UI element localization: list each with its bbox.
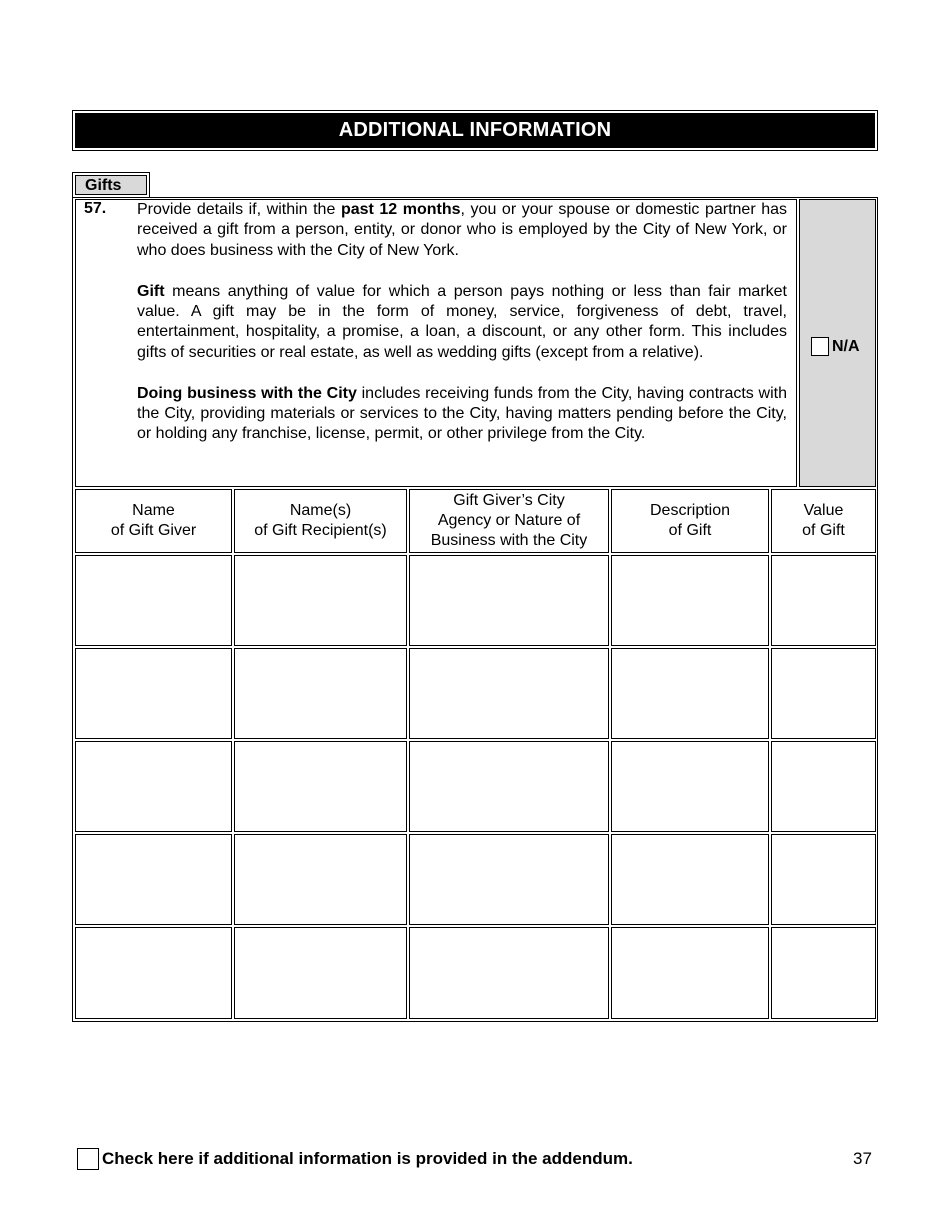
- gift-giver-cell[interactable]: [75, 648, 232, 739]
- gifts-tab: [72, 172, 150, 198]
- value-cell[interactable]: [771, 927, 876, 1019]
- gift-giver-cell[interactable]: [75, 741, 232, 832]
- value-cell[interactable]: [771, 834, 876, 925]
- city-agency-cell[interactable]: [409, 927, 609, 1019]
- header-gift-giver: Name of Gift Giver: [75, 489, 232, 553]
- business-definition: Doing business with the City includes receiving funds from the City, having contracts with the City, providing materials or services to the City, having matters pending before the City, or holding any franchise, license, permit, or other privilege from the City.: [137, 384, 787, 443]
- gift-giver-cell[interactable]: [75, 555, 232, 646]
- city-agency-cell[interactable]: [409, 741, 609, 832]
- city-agency-cell[interactable]: [409, 834, 609, 925]
- header-description: Description of Gift: [611, 489, 769, 553]
- gift-recipient-cell[interactable]: [234, 555, 407, 646]
- gift-recipient-cell[interactable]: [234, 741, 407, 832]
- header-gift-recipient: Name(s) of Gift Recipient(s): [234, 489, 407, 553]
- na-label: N/A: [832, 338, 860, 355]
- banner-title: ADDITIONAL INFORMATION: [75, 113, 875, 148]
- value-cell[interactable]: [771, 555, 876, 646]
- city-agency-cell[interactable]: [409, 648, 609, 739]
- description-cell[interactable]: [611, 555, 769, 646]
- gifts-tab-label: Gifts: [75, 175, 147, 195]
- value-cell[interactable]: [771, 648, 876, 739]
- gift-recipient-cell[interactable]: [234, 834, 407, 925]
- city-agency-cell[interactable]: [409, 555, 609, 646]
- header-value: Value of Gift: [771, 489, 876, 553]
- header-city-agency: Gift Giver’s City Agency or Nature of Business with the City: [409, 489, 609, 553]
- gift-giver-cell[interactable]: [75, 927, 232, 1019]
- gift-recipient-cell[interactable]: [234, 648, 407, 739]
- gift-recipient-cell[interactable]: [234, 927, 407, 1019]
- description-cell[interactable]: [611, 648, 769, 739]
- description-cell[interactable]: [611, 834, 769, 925]
- gift-giver-cell[interactable]: [75, 834, 232, 925]
- value-cell[interactable]: [771, 741, 876, 832]
- question-text: [137, 200, 787, 445]
- question-number: 57.: [84, 200, 107, 217]
- question-instruction: Provide details if, within the past 12 months, you or your spouse or domestic partner has received a gift from a person, entity, or donor who is employed by the City of New York, or who does business with the City of New York.: [137, 201, 788, 259]
- addendum-label: Check here if additional information is provided in the addendum.: [102, 1149, 633, 1168]
- na-checkbox[interactable]: [811, 337, 829, 356]
- description-cell[interactable]: [611, 741, 769, 832]
- page-number: 37: [853, 1149, 872, 1168]
- description-cell[interactable]: [611, 927, 769, 1019]
- addendum-checkbox[interactable]: [77, 1148, 99, 1170]
- gift-definition: Gift means anything of value for which a person pays nothing or less than fair market value. A gift may be in the form of money, service, forgiveness of debt, travel, entertainment, hospitality, a promise, a loan, a discount, or any other form. This includes gifts of securities or real estate, as well as wedding gifts (except from a relative).: [137, 282, 787, 361]
- section-banner: [72, 110, 878, 151]
